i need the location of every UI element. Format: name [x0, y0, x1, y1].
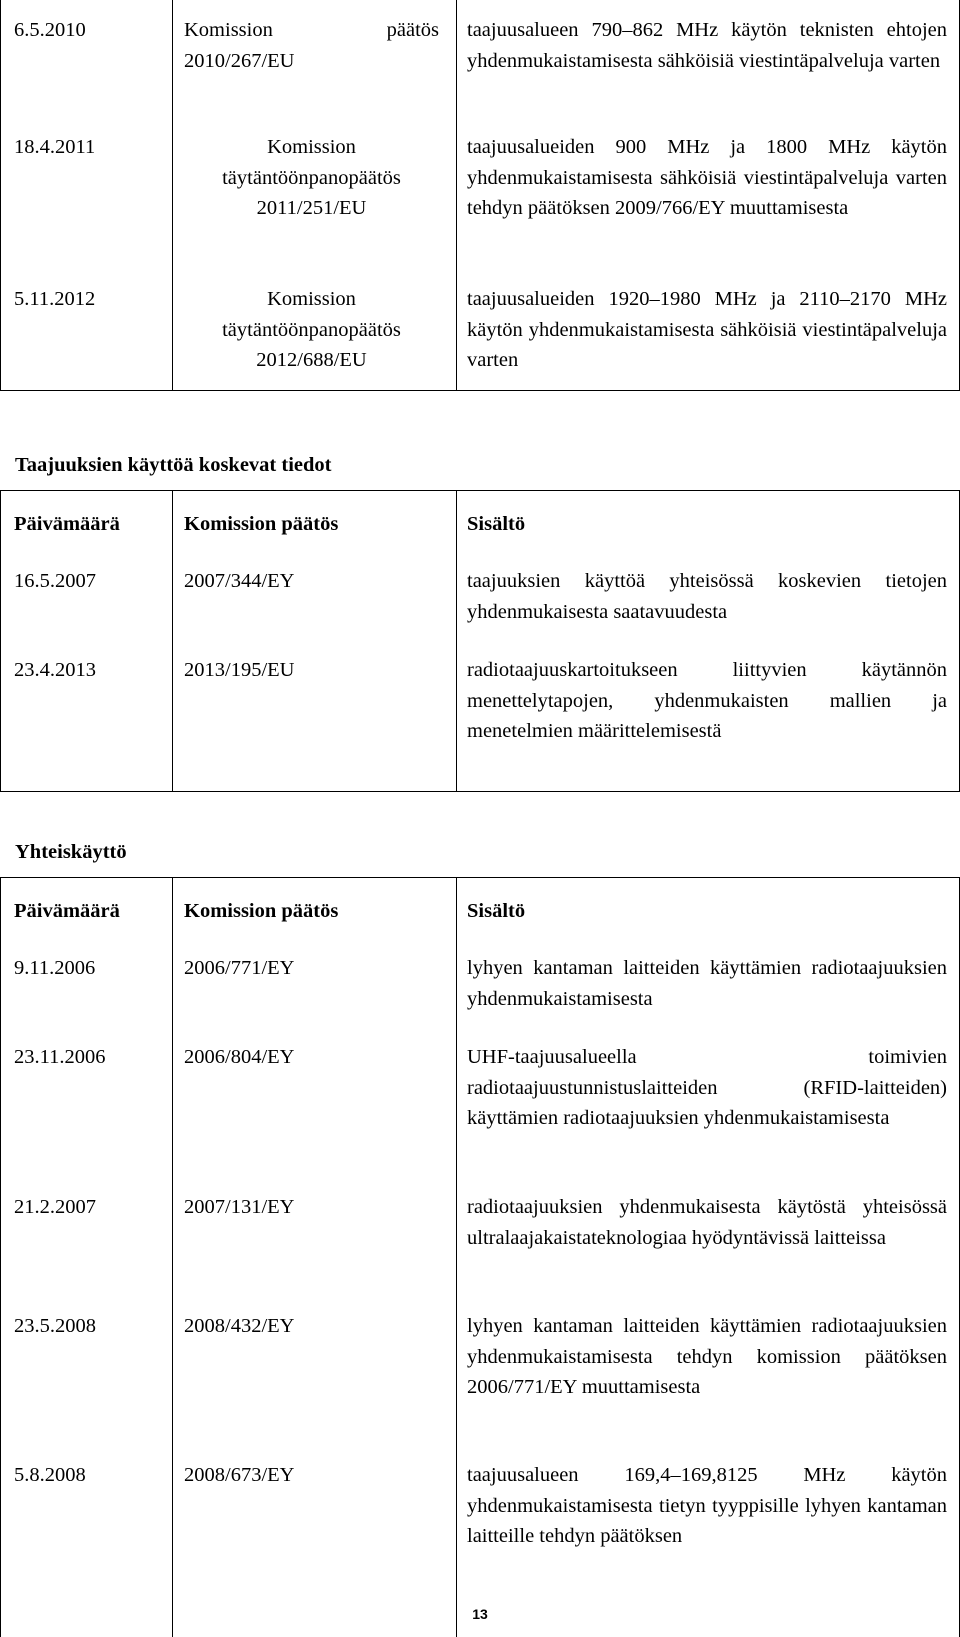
row-decision: 2006/771/EY — [184, 957, 295, 979]
section-heading: Yhteiskäyttö — [15, 841, 127, 863]
row-decision: 2007/131/EY — [184, 1196, 295, 1218]
row-content: taajuuksien käyttöä yhteisössä koskevien tietojen yhdenmukaisesta saatavuudesta — [467, 570, 947, 623]
row-date: 18.4.2011 — [14, 136, 96, 158]
row-decision: Komission täytäntöönpanopäätös 2012/688/EU — [222, 288, 401, 371]
column-header-date: Päivämäärä — [14, 513, 120, 535]
row-decision: 2008/673/EY — [184, 1464, 295, 1486]
row-date: 6.5.2010 — [14, 19, 86, 41]
row-date: 23.5.2008 — [14, 1315, 96, 1337]
row-date: 5.11.2012 — [14, 288, 96, 310]
row-decision: Komission täytäntöönpanopäätös 2011/251/EU — [222, 136, 401, 219]
column-divider — [172, 878, 173, 1637]
column-divider — [456, 491, 457, 791]
column-divider — [456, 878, 457, 1637]
row-content: taajuusalueen 790–862 MHz käytön teknisten ehtojen yhdenmukaistamisesta sähköisiä viestintäpalveluja varten — [467, 19, 947, 72]
column-divider — [456, 0, 457, 390]
row-date: 21.2.2007 — [14, 1196, 96, 1218]
row-date: 23.4.2013 — [14, 659, 96, 681]
column-header-content: Sisältö — [467, 513, 526, 535]
column-header-decision: Komission päätös — [184, 900, 339, 922]
row-content: lyhyen kantaman laitteiden käyttämien radiotaajuuksien yhdenmukaistamisesta tehdyn komission päätöksen 2006/771/EY muuttamisesta — [467, 1315, 947, 1398]
row-content: taajuusalueiden 900 MHz ja 1800 MHz käytön yhdenmukaistamisesta sähköisiä viestintäpalveluja varten tehdyn päätöksen 2009/766/EY muuttamisesta — [467, 136, 947, 219]
column-header-decision: Komission päätös — [184, 513, 339, 535]
column-divider — [172, 0, 173, 390]
row-content: radiotaajuuksien yhdenmukaisesta käytöstä yhteisössä ultralaajakaistateknologiaa hyödyntävissä laitteissa — [467, 1196, 947, 1249]
row-decision: 2007/344/EY — [184, 570, 295, 592]
row-date: 23.11.2006 — [14, 1046, 106, 1068]
row-date: 9.11.2006 — [14, 957, 96, 979]
row-decision: 2006/804/EY — [184, 1046, 295, 1068]
row-decision: Komission päätös 2010/267/EU — [184, 19, 439, 72]
row-decision: 2013/195/EU — [184, 659, 295, 681]
row-decision: 2008/432/EY — [184, 1315, 295, 1337]
row-date: 5.8.2008 — [14, 1464, 86, 1486]
column-header-content: Sisältö — [467, 900, 526, 922]
row-content: UHF-taajuusalueella toimivien radiotaajuustunnistuslaitteiden (RFID-laitteiden) käyttämien radiotaajuuksien yhdenmukaistamisesta — [467, 1046, 947, 1129]
row-content: radiotaajuuskartoitukseen liittyvien käytännön menettelytapojen, yhdenmukaisten mallien ja menetelmien määrittelemisestä — [467, 659, 947, 742]
section-heading: Taajuuksien käyttöä koskevat tiedot — [15, 454, 332, 476]
row-content: lyhyen kantaman laitteiden käyttämien radiotaajuuksien yhdenmukaistamisesta — [467, 957, 947, 1010]
row-content: taajuusalueen 169,4–169,8125 MHz käytön yhdenmukaistamisesta tietyn tyyppisille lyhyen kantaman laitteille tehdyn päätöksen — [467, 1464, 947, 1547]
page-number: 13 — [472, 1606, 488, 1622]
column-header-date: Päivämäärä — [14, 900, 120, 922]
row-date: 16.5.2007 — [14, 570, 96, 592]
row-content: taajuusalueiden 1920–1980 MHz ja 2110–2170 MHz käytön yhdenmukaistamisesta sähköisiä viestintäpalveluja varten — [467, 288, 947, 371]
column-divider — [172, 491, 173, 791]
